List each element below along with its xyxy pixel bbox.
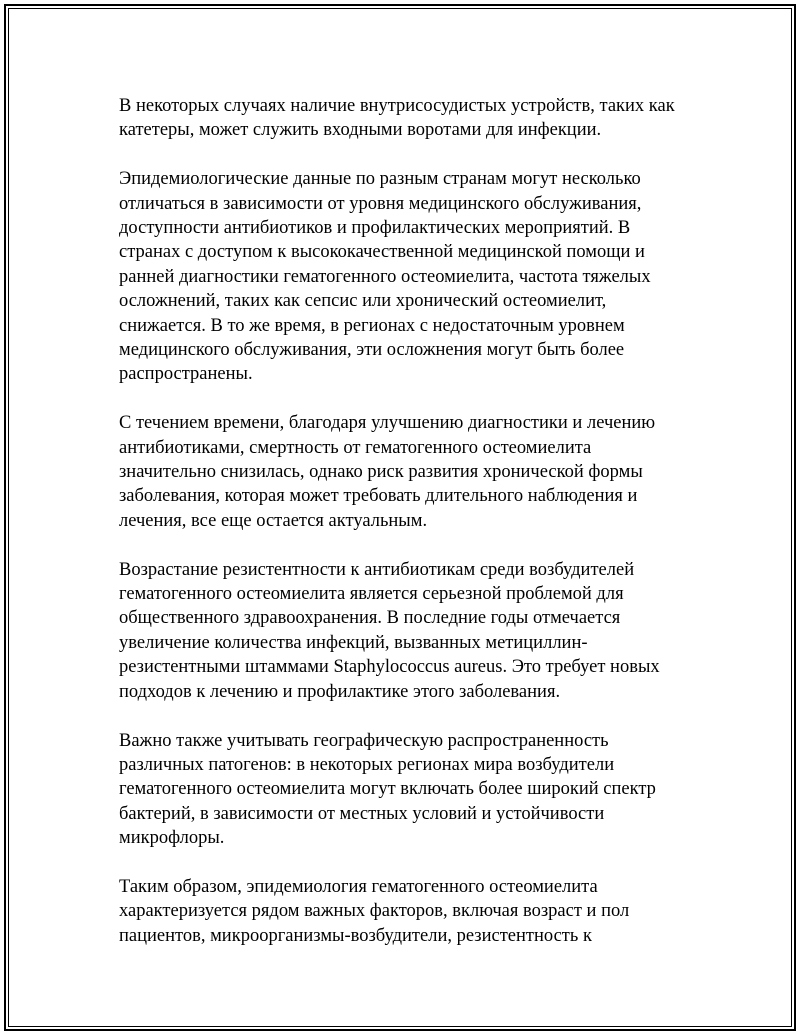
text-line: бактерий, в зависимости от местных условий и устойчивости	[119, 803, 605, 824]
text-line: антибиотиками, смертность от гематогенного остеомиелита	[119, 437, 592, 458]
paragraph-2	[119, 167, 679, 387]
paragraph-3	[119, 411, 679, 533]
text-line: заболевания, которая может требовать длительного наблюдения и	[119, 486, 638, 507]
text-line: медицинского обслуживания, эти осложнения могут быть более	[119, 340, 625, 361]
page-border	[4, 4, 796, 1031]
paragraph-5	[119, 729, 679, 851]
text-line: характеризуется рядом важных факторов, включая возраст и пол	[119, 901, 630, 922]
text-line: доступности антибиотиков и профилактических мероприятий. В	[119, 218, 631, 239]
text-line: снижается. В то же время, в регионах с недостаточным уровнем	[119, 315, 625, 336]
text-line: пациентов, микроорганизмы-возбудители, резистентность к	[119, 925, 592, 946]
text-line: Важно также учитывать географическую распространенность	[119, 730, 609, 751]
document-body	[119, 94, 679, 973]
text-line: различных патогенов: в некоторых регионах мира возбудители	[119, 754, 615, 775]
text-line: С течением времени, благодаря улучшению диагностики и лечению	[119, 413, 656, 434]
text-line: Возрастание резистентности к антибиотикам среди возбудителей	[119, 559, 635, 580]
text-line: Таким образом, эпидемиология гематогенного остеомиелита	[119, 876, 598, 897]
text-line: В некоторых случаях наличие внутрисосудистых устройств, таких как	[119, 96, 675, 116]
text-line: гематогенного остеомиелита является серьезной проблемой для	[119, 584, 624, 605]
text-line: увеличение количества инфекций, вызванных метициллин-	[119, 632, 588, 653]
text-line: распространены.	[119, 364, 253, 385]
text-line: общественного здравоохранения. В последние годы отмечается	[119, 608, 621, 629]
text-line: резистентными штаммами Staphylococcus aureus. Это требует новых	[119, 657, 660, 678]
text-line: значительно снизилась, однако риск развития хронической формы	[119, 462, 643, 483]
paragraph-4	[119, 558, 679, 704]
text-line: осложнений, таких как сепсис или хронический остеомиелит,	[119, 291, 607, 312]
text-line: катетеры, может служить входными воротами для инфекции.	[119, 120, 602, 141]
text-line: Эпидемиологические данные по разным странам могут несколько	[119, 169, 641, 190]
text-line: отличаться в зависимости от уровня медицинского обслуживания,	[119, 193, 642, 214]
paragraph-1	[119, 94, 679, 143]
text-line: микрофлоры.	[119, 828, 225, 849]
text-line: странах с доступом к высококачественной медицинской помощи и	[119, 242, 645, 263]
text-line: ранней диагностики гематогенного остеомиелита, частота тяжелых	[119, 266, 651, 287]
text-line: подходов к лечению и профилактике этого заболевания.	[119, 681, 561, 702]
text-line: лечения, все еще остается актуальным.	[119, 510, 428, 531]
paragraph-6	[119, 875, 679, 948]
text-line: гематогенного остеомиелита могут включать более широкий спектр	[119, 779, 656, 800]
